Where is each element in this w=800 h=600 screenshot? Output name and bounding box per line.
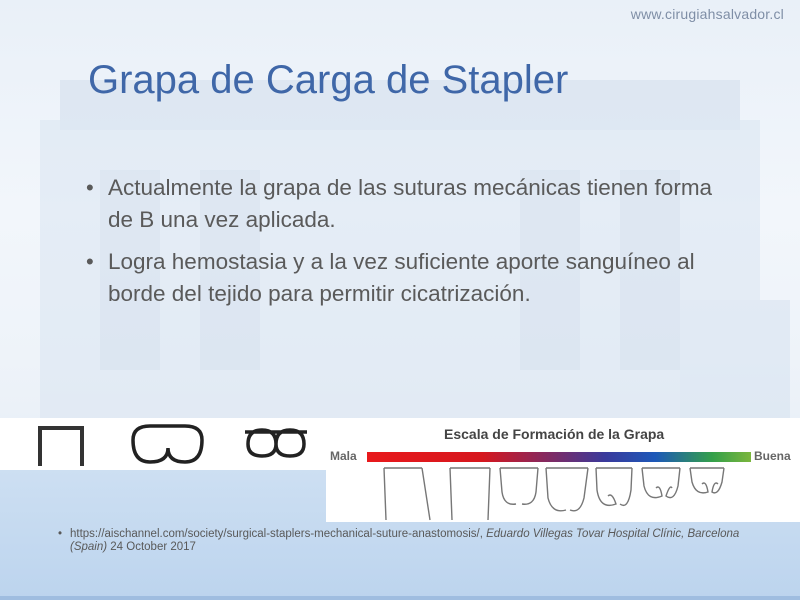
reference-citation [58,528,770,554]
bullet-text: Actualmente la grapa de las suturas mecánicas tienen forma de B una vez aplicada. [108,175,713,232]
bullet-text: Logra hemostasia y a la vez suficiente aporte sanguíneo al borde del tejido para permitir cicatrización. [108,249,695,306]
reference-bullet: • [58,528,63,540]
staple-shapes-illustration [0,418,326,470]
bottom-border [0,596,800,600]
b-staple-shape [133,426,202,462]
open-staple-shape [40,428,82,466]
bullet-item [86,172,726,236]
staple-form-7 [690,468,724,493]
reference-url[interactable]: https://aischannel.com/society/surgical-staplers-mechanical-suture-anastomosis/, [70,528,483,540]
staple-form-2 [450,468,490,520]
scale-gradient-bar [367,452,751,462]
bullet-glyph: • [86,175,94,200]
staple-form-4 [546,468,588,511]
bullet-item [86,246,726,310]
scale-title: Escala de Formación de la Grapa [444,426,665,442]
scale-label-good: Buena [754,449,791,463]
site-url: www.cirugiahsalvador.cl [630,6,784,22]
staple-form-3 [500,468,538,504]
bullet-list [86,172,726,320]
reference-author-source: Eduardo Villegas Tovar Hospital Clínic, Barcelona (Spain) [70,528,740,553]
closed-staple-shape [245,430,307,456]
staple-form-6 [642,468,680,498]
scale-label-bad: Mala [330,449,357,463]
slide-title: Grapa de Carga de Stapler [88,58,569,102]
reference-date: 24 October 2017 [110,541,196,553]
bullet-glyph: • [86,249,94,274]
staple-form-1 [384,468,430,520]
staple-form-5 [596,468,632,505]
staple-formation-sequence [326,462,800,522]
